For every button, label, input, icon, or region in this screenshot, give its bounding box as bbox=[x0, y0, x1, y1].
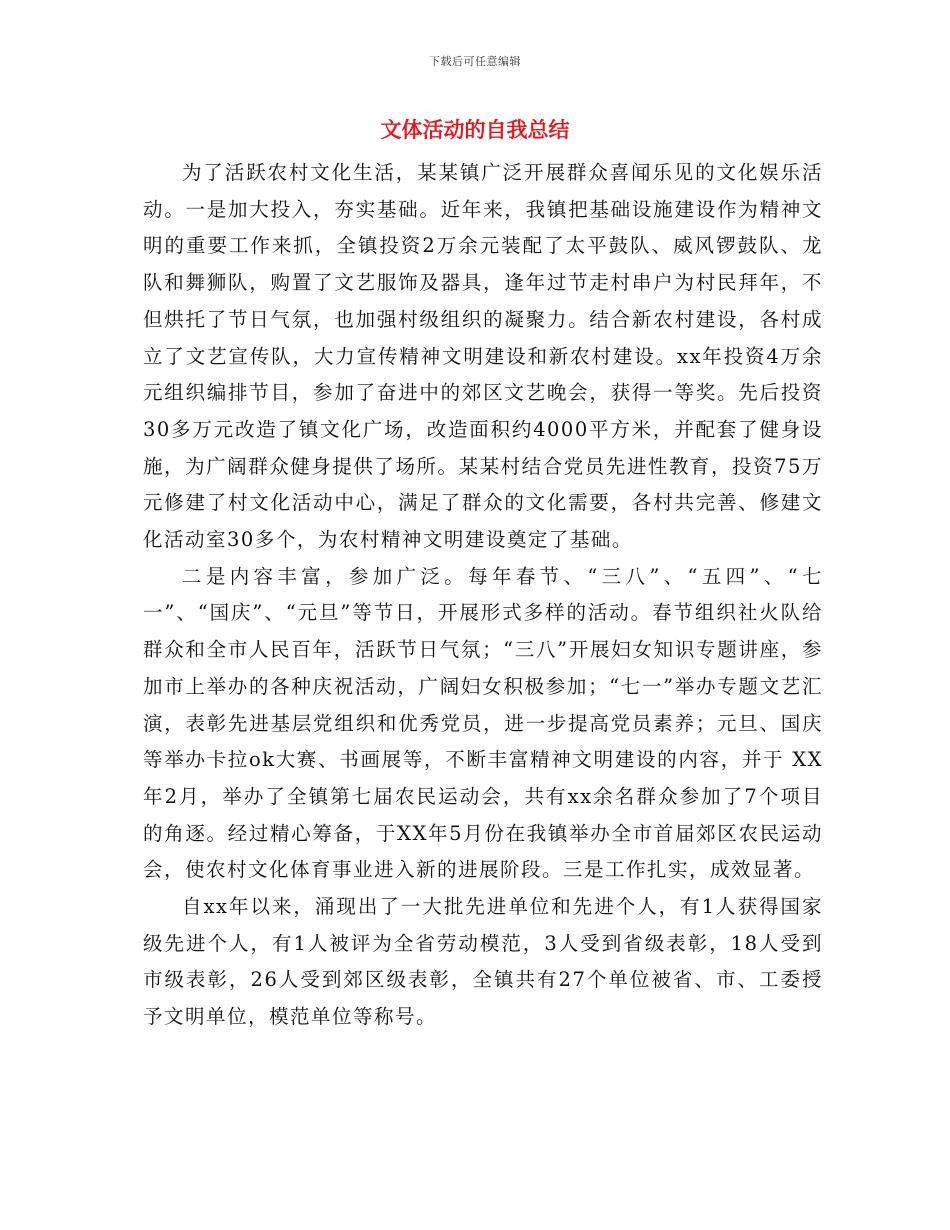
body-paragraph-2: 二是内容丰富，参加广泛。每年春节、“三八”、“五四”、“七一”、“国庆”、“元旦”等节日，开展形式多样的活动。春节组织社火队给群众和全市人民百年，活跃节日气氛；“三八”开展妇女知识专题讲座，参加市上举办的各种庆祝活动，广阔妇女积极参加；“七一”举办专题文艺汇演，表彰先进基层党组织和优秀党员，进一步提高党员素养；元旦、国庆等举办卡拉ok大赛、书画展等，不断丰富精神文明建设的内容，并于 XX年2月，举办了全镇第七届农民运动会，共有xx余名群众参加了7个项目的角逐。经过精心筹备，于XX年5月份在我镇举办全市首届郊区农民运动会，使农村文化体育事业进入新的进展阶段。三是工作扎实，成效显著。 bbox=[143, 564, 823, 882]
page-header-note: 下载后可任意编辑 bbox=[429, 55, 521, 68]
body-paragraph-1: 为了活跃农村文化生活，某某镇广泛开展群众喜闻乐见的文化娱乐活动。一是加大投入，夯实基础。近年来，我镇把基础设施建设作为精神文明的重要工作来抓，全镇投资2万余元装配了太平鼓队、威风锣鼓队、龙队和舞狮队，购置了文艺服饰及器具，逢年过节走村串户为村民拜年，不但烘托了节日气氛，也加强村级组织的凝聚力。结合新农村建设，各村成立了文艺宣传队，大力宣传精神文明建设和新农村建设。xx年投资4万余元组织编排节目，参加了奋进中的郊区文艺晚会，获得一等奖。先后投资30多万元改造了镇文化广场，改造面积约4000平方米，并配套了健身设施，为广阔群众健身提供了场所。某某村结合党员先进性教育，投资75万元修建了村文化活动中心，满足了群众的文化需要，各村共完善、修建文化活动室30多个，为农村精神文明建设奠定了基础。 bbox=[143, 161, 823, 552]
document-title: 文体活动的自我总结 bbox=[380, 117, 570, 142]
document-body bbox=[143, 155, 823, 1036]
body-paragraph-3: 自xx年以来，涌现出了一大批先进单位和先进个人，有1人获得国家级先进个人，有1人被评为全省劳动模范，3人受到省级表彰，18人受到市级表彰，26人受到郊区级表彰，全镇共有27个单位被省、市、工委授予文明单位，模范单位等称号。 bbox=[143, 895, 823, 1029]
